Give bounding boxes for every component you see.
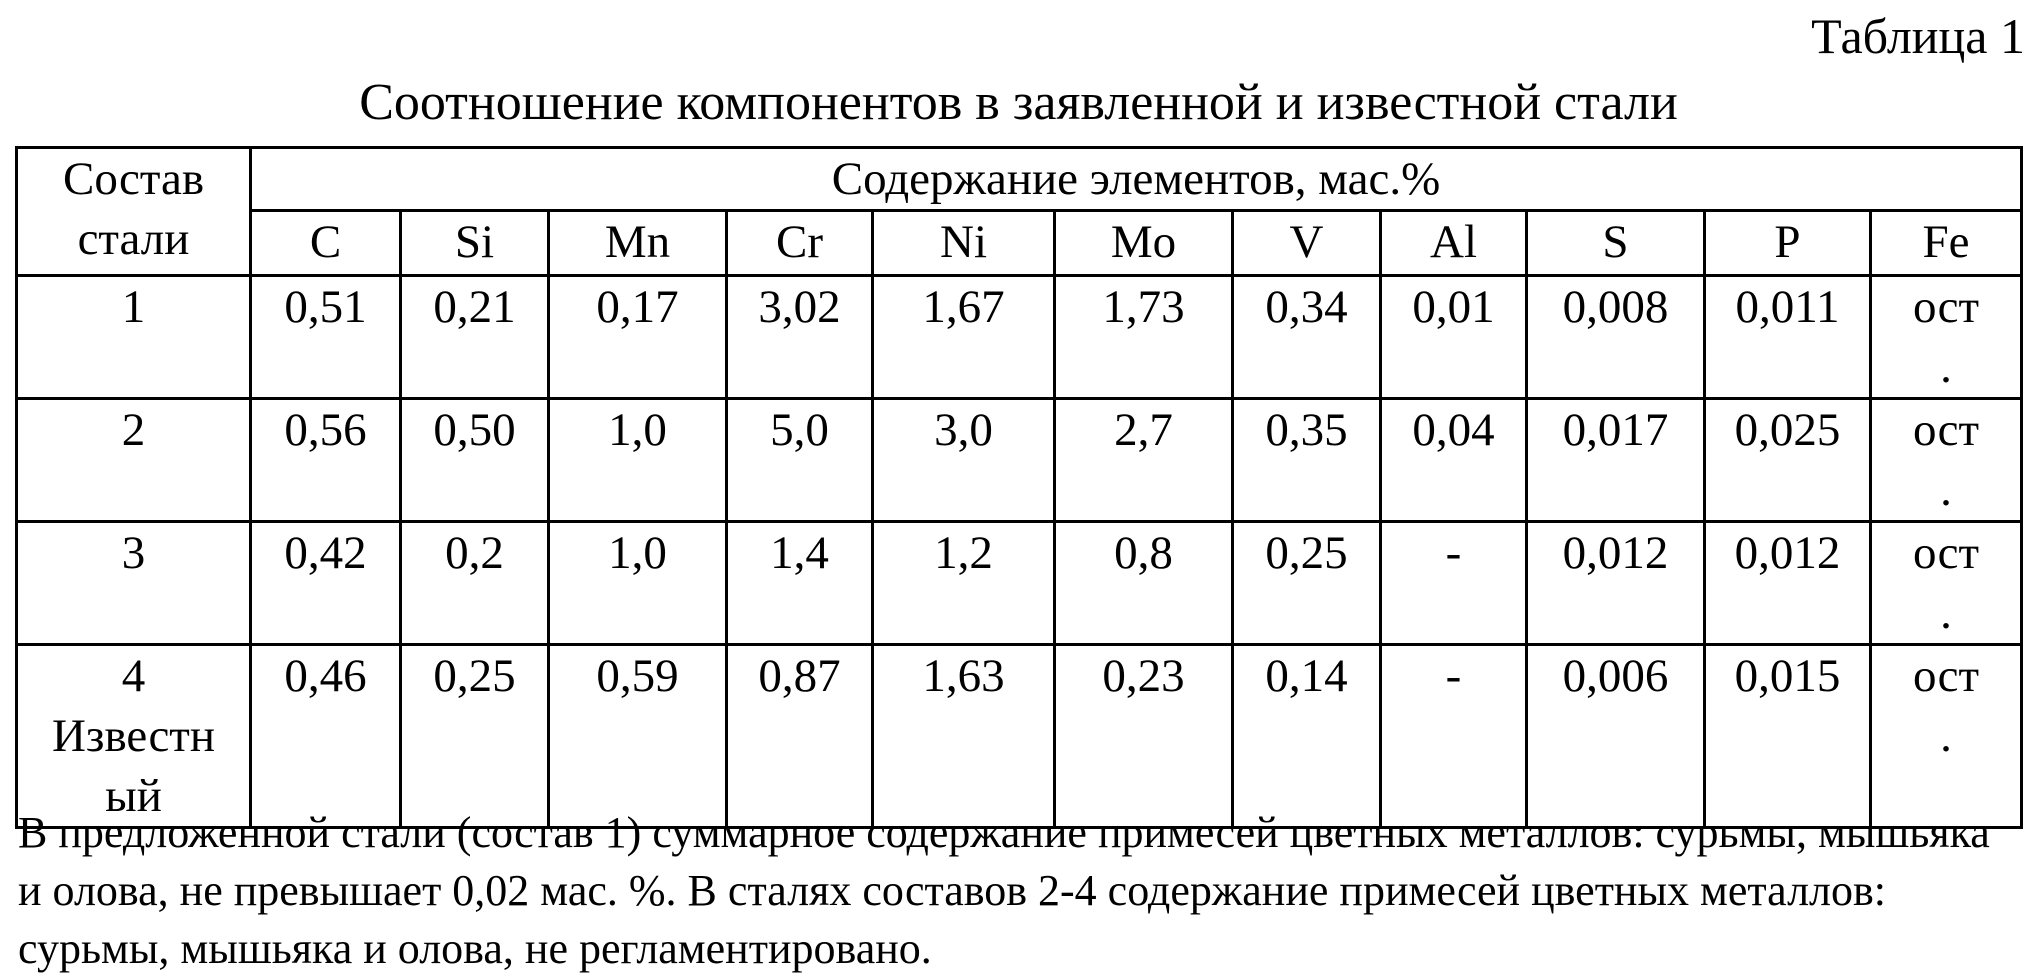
composition-known-label-part2: ый (105, 770, 162, 822)
table-cell: 0,012 (1705, 522, 1871, 645)
element-header-cell: P (1705, 211, 1871, 276)
composition-known-label-part1: Известн (51, 710, 215, 762)
fe-cell (1871, 645, 2022, 828)
composition-number: 3 (121, 527, 146, 579)
element-header-cell: C (251, 211, 401, 276)
table-row (17, 522, 2022, 645)
table-row (17, 399, 2022, 522)
table-header-row (17, 148, 2022, 211)
table-cell: 0,015 (1705, 645, 1871, 828)
steel-composition-table (15, 146, 2023, 829)
table-cell: 2,7 (1055, 399, 1233, 522)
composition-number: 2 (121, 404, 146, 456)
fe-cell (1871, 276, 2022, 399)
element-header-cell: Al (1381, 211, 1527, 276)
table-cell: 3,02 (727, 276, 873, 399)
table-cell: 5,0 (727, 399, 873, 522)
table-cell: 0,56 (251, 399, 401, 522)
element-header-row (17, 211, 2022, 276)
table-title: Соотношение компонентов в заявленной и известной стали (359, 74, 1678, 131)
table-cell: 0,25 (1233, 522, 1381, 645)
table-cell: 0,50 (401, 399, 549, 522)
table-cell: 0,35 (1233, 399, 1381, 522)
table-cell: 1,4 (727, 522, 873, 645)
element-header-cell: Mn (549, 211, 727, 276)
composition-header-cell (17, 148, 251, 276)
table-row (17, 645, 2022, 828)
table-cell: 0,51 (251, 276, 401, 399)
table-cell: 0,025 (1705, 399, 1871, 522)
composition-header-line2: стали (77, 213, 190, 265)
element-header-cell: S (1527, 211, 1705, 276)
table-row (17, 276, 2022, 399)
table-cell: 0,04 (1381, 399, 1527, 522)
element-header-cell: Cr (727, 211, 873, 276)
table-cell: 0,011 (1705, 276, 1871, 399)
table-cell: 0,46 (251, 645, 401, 828)
table-cell: 0,25 (401, 645, 549, 828)
fe-cell (1871, 399, 2022, 522)
table-cell: 1,0 (549, 522, 727, 645)
fe-remainder-dot: . (1940, 710, 1952, 762)
table-cell: 0,2 (401, 522, 549, 645)
table-cell: 1,2 (873, 522, 1055, 645)
composition-label-cell (17, 399, 251, 522)
table-cell: 0,42 (251, 522, 401, 645)
composition-header-line1: Состав (62, 153, 205, 205)
element-header-cell: Fe (1871, 211, 2022, 276)
table-cell: 0,87 (727, 645, 873, 828)
fe-remainder-dot: . (1940, 341, 1952, 393)
table-cell: 1,73 (1055, 276, 1233, 399)
table-cell: 0,8 (1055, 522, 1233, 645)
table-cell: 0,34 (1233, 276, 1381, 399)
table-cell: 3,0 (873, 399, 1055, 522)
table-cell: 0,14 (1233, 645, 1381, 828)
table-cell: 1,67 (873, 276, 1055, 399)
composition-label-cell (17, 645, 251, 828)
fe-remainder-text: ост (1912, 650, 1980, 702)
table-cell: 0,017 (1527, 399, 1705, 522)
table-cell: 0,17 (549, 276, 727, 399)
element-content-header: Содержание элементов, мас.% (251, 148, 2022, 211)
composition-label-cell (17, 276, 251, 399)
table-cell: 0,59 (549, 645, 727, 828)
table-cell: - (1381, 645, 1527, 828)
table-cell: 0,008 (1527, 276, 1705, 399)
fe-remainder-text: ост (1912, 281, 1980, 333)
composition-number: 1 (121, 281, 146, 333)
element-header-cell: V (1233, 211, 1381, 276)
fe-remainder-text: ост (1912, 527, 1980, 579)
fe-remainder-dot: . (1940, 464, 1952, 516)
table-cell: - (1381, 522, 1527, 645)
table-number-label: Таблица 1 (1811, 8, 2025, 64)
composition-label-cell (17, 522, 251, 645)
fe-remainder-text: ост (1912, 404, 1980, 456)
composition-number: 4 (121, 650, 146, 702)
table-cell: 1,63 (873, 645, 1055, 828)
fe-cell (1871, 522, 2022, 645)
fe-remainder-dot: . (1940, 587, 1952, 639)
element-header-cell: Si (401, 211, 549, 276)
table-cell: 0,01 (1381, 276, 1527, 399)
table-footnote: В предложенной стали (состав 1) суммарное содержание примесей цветных металлов: сурьмы, мышьяка и олова, не превышает 0,02 мас. %. В сталях составов 2-4 содержание примесей цветных металлов: сурьмы, мышьяка и олова, не регламентировано. (18, 808, 1990, 973)
table-cell: 1,0 (549, 399, 727, 522)
element-header-cell: Mo (1055, 211, 1233, 276)
element-header-cell: Ni (873, 211, 1055, 276)
table-cell: 0,012 (1527, 522, 1705, 645)
table-cell: 0,21 (401, 276, 549, 399)
table-cell: 0,006 (1527, 645, 1705, 828)
table-cell: 0,23 (1055, 645, 1233, 828)
